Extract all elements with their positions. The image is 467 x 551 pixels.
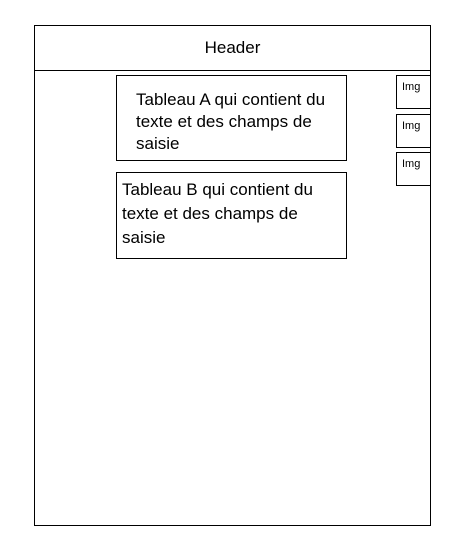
image-placeholder-2-label: Img <box>402 120 421 132</box>
image-placeholder-3 <box>396 152 431 186</box>
table-b <box>116 172 347 259</box>
image-placeholder-1 <box>396 75 431 109</box>
table-a <box>116 75 347 161</box>
image-placeholder-1-label: Img <box>402 81 421 93</box>
header <box>35 26 430 71</box>
table-b-text: Tableau B qui contient du texte et des champs de saisie <box>122 180 313 247</box>
image-placeholder-2 <box>396 114 431 148</box>
table-a-text: Tableau A qui contient du texte et des champs de saisie <box>136 90 326 153</box>
image-placeholder-3-label: Img <box>402 158 421 170</box>
header-title: Header <box>204 38 261 57</box>
